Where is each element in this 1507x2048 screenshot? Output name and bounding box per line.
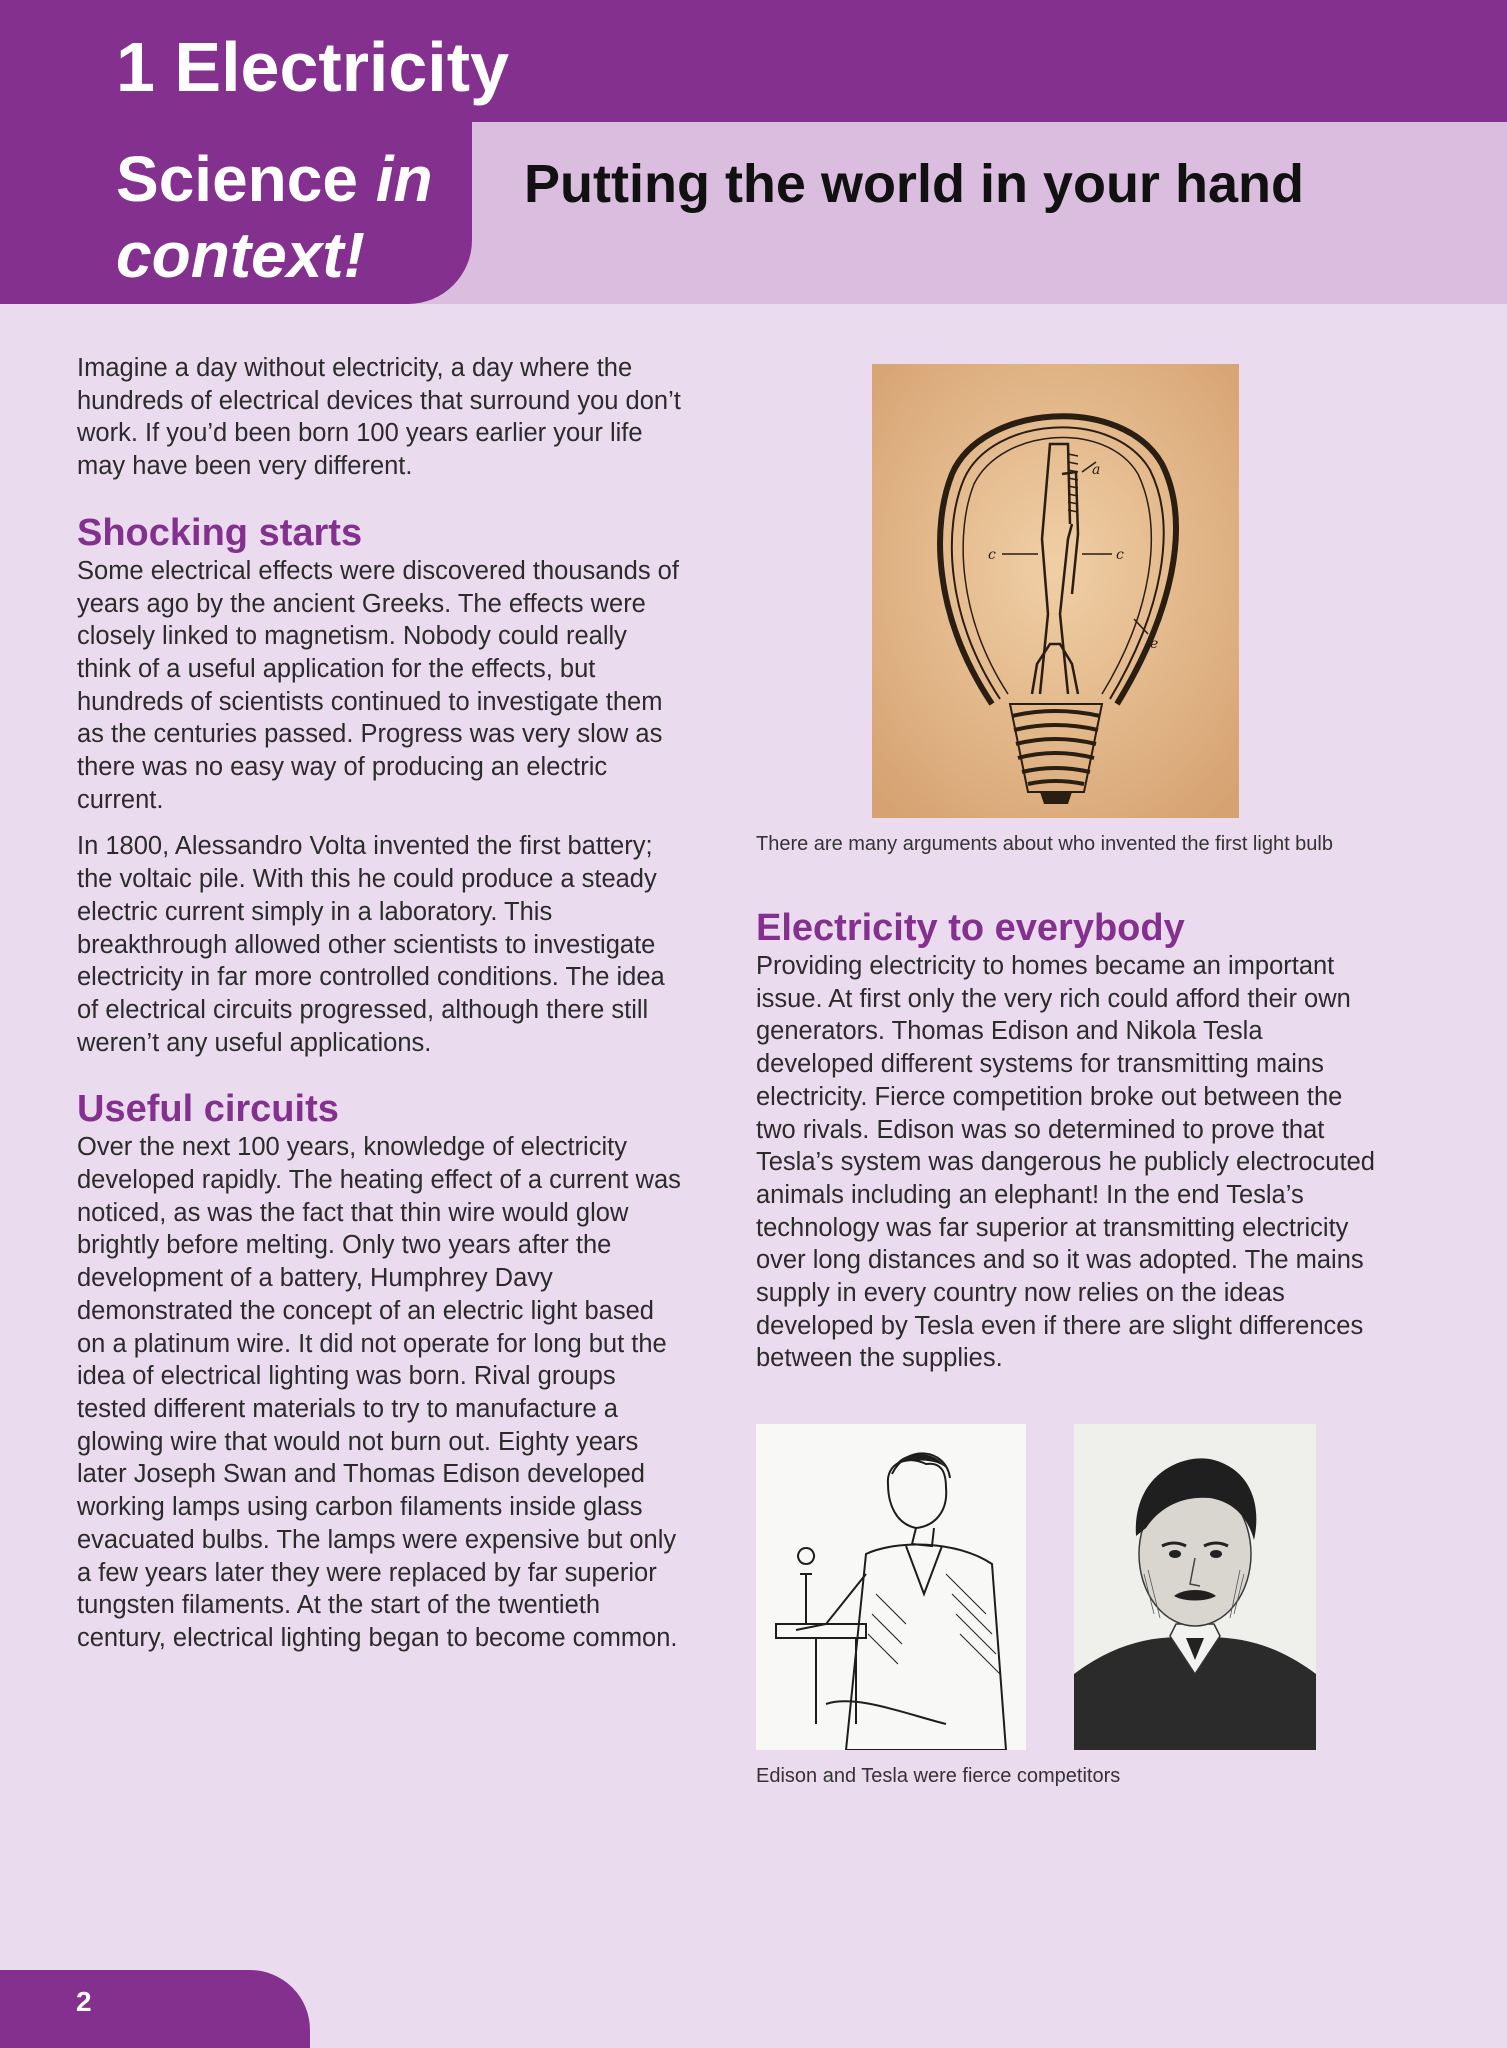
science-in-context-line1: [116, 142, 433, 216]
context-regular-text: Science: [116, 143, 376, 215]
bulb-label-a: a: [1092, 462, 1101, 478]
portraits-caption: Edison and Tesla were fierce competitors: [756, 1765, 1121, 1787]
page-number-tab: [0, 1970, 310, 2048]
bulb-label-c-left: c: [988, 547, 996, 563]
tesla-drawing: [1074, 1424, 1316, 1750]
intro-paragraph: Imagine a day without electricity, a day where the hundreds of electrical devices that surround you don’t work. If you’d been born 100 years earlier your life may have been very different.: [77, 354, 681, 481]
light-bulb-caption: There are many arguments about who invented the first light bulb: [756, 833, 1333, 855]
shocking-starts-paragraph-2: In 1800, Alessandro Volta invented the first battery; the voltaic pile. With this he could produce a steady electric current simply in a laboratory. This breakthrough allowed other scientists to investigate electricity in far more controlled conditions. The idea of electrical circuits progressed, although there still weren’t any useful applications.: [77, 832, 665, 1057]
shocking-starts-paragraph-1: Some electrical effects were discovered thousands of years ago by the ancient Greeks. The effects were closely linked to magnetism. Nobody could really think of a useful application for the effects, but hundreds of scientists continued to investigate them as the centuries passed. Progress was very slow as there was no easy way of producing an electric current.: [77, 556, 679, 814]
heading-useful-circuits: Useful circuits: [77, 1088, 339, 1131]
page-subtitle: Putting the world in your hand: [524, 154, 1304, 214]
edison-drawing: [756, 1424, 1026, 1750]
electricity-to-everybody-paragraph: Providing electricity to homes became an important issue. At first only the very rich could afford their own generators. Thomas Edison and Nikola Tesla developed different systems for transmitting mains electricity. Fierce competition broke out between the two rivals. Edison was so determined to prove that Tesla’s system was dangerous he publicly electrocuted animals including an elephant! In the end Tesla’s technology was far superior at transmitting electricity over long distances and so it was adopted. The mains supply in every country now relies on the ideas developed by Tesla even if there are slight differences between the supplies.: [756, 952, 1375, 1373]
right-column: [756, 906, 1376, 1389]
light-bulb-illustration: [872, 364, 1239, 818]
context-italic-text: in: [375, 143, 433, 215]
chapter-title: 1 Electricity: [116, 28, 509, 106]
useful-circuits-paragraph: Over the next 100 years, knowledge of electricity developed rapidly. The heating effect of a current was noticed, as was the fact that thin wire would glow brightly before melting. Only two years after the development of a battery, Humphrey Davy demonstrated the concept of an electric light based on a platinum wire. It did not operate for long but the idea of electrical lighting was born. Rival groups tested different materials to try to manufacture a glowing wire that would not burn out. Eighty years later Joseph Swan and Thomas Edison developed working lamps using carbon filaments inside glass evacuated bulbs. The lamps were expensive but only a few years later they were replaced by far superior tungsten filaments. At the start of the twentieth century, electrical lighting began to become common.: [77, 1133, 681, 1652]
light-bulb-drawing: [872, 364, 1239, 818]
edison-illustration: [756, 1424, 1026, 1750]
tesla-portrait: [1074, 1424, 1316, 1750]
left-column: [77, 352, 687, 1669]
bulb-label-c-right: c: [1116, 547, 1124, 563]
heading-electricity-to-everybody: Electricity to everybody: [756, 907, 1185, 949]
science-in-context-line2: context!: [116, 219, 365, 291]
bulb-label-e: e: [1150, 636, 1159, 652]
page-number: 2: [76, 1986, 92, 2017]
heading-shocking-starts: Shocking starts: [77, 511, 363, 554]
